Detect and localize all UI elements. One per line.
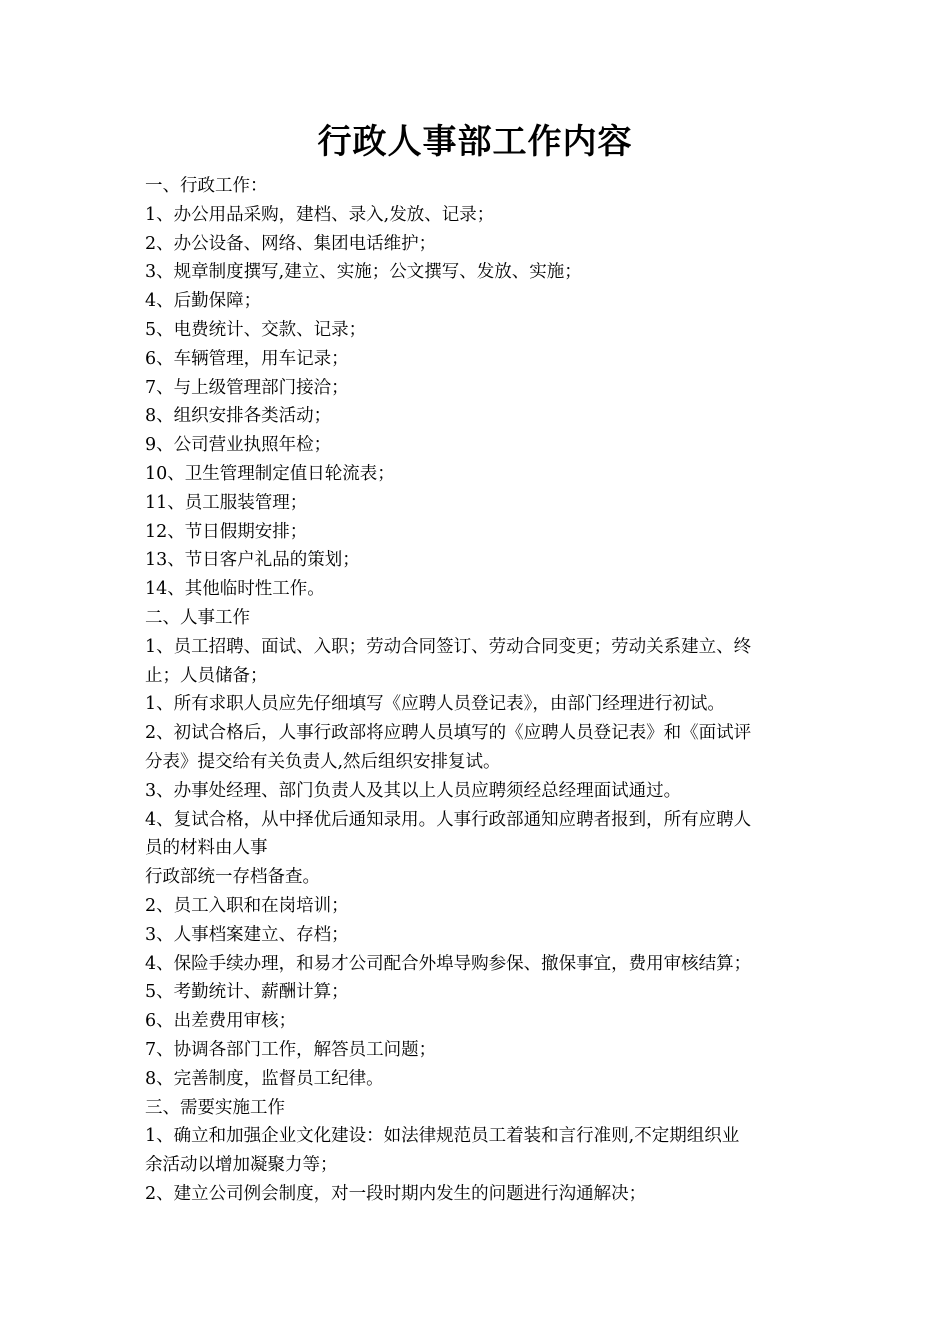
list-item: 3、人事档案建立、存档； <box>145 924 349 945</box>
list-item: 1、确立和加强企业文化建设：如法律规范员工着装和言行准则,不定期组织业 <box>145 1126 740 1147</box>
list-item: 1、办公用品采购，建档、录入,发放、记录； <box>145 204 495 225</box>
list-item: 10、卫生管理制定值日轮流表； <box>145 463 395 484</box>
list-item: 14、其他临时性工作。 <box>145 579 325 600</box>
list-item-continuation: 止；人员储备； <box>145 665 268 686</box>
list-item: 4、后勤保障； <box>145 291 262 312</box>
list-item: 4、复试合格，从中择优后通知录用。人事行政部通知应聘者报到，所有应聘人 <box>145 809 752 830</box>
list-item: 7、与上级管理部门接洽； <box>145 377 349 398</box>
list-item: 11、员工服装管理； <box>145 492 308 513</box>
list-item: 2、初试合格后，人事行政部将应聘人员填写的《应聘人员登记表》和《面试评 <box>145 723 752 744</box>
document-body <box>145 172 809 1209</box>
list-item: 13、节日客户礼品的策划； <box>145 550 360 571</box>
list-item: 3、规章制度撰写,建立、实施；公文撰写、发放、实施； <box>145 262 582 283</box>
list-item-continuation: 分表》提交给有关负责人,然后组织安排复试。 <box>145 751 501 772</box>
list-item: 1、所有求职人员应先仔细填写《应聘人员登记表》，由部门经理进行初试。 <box>145 694 725 715</box>
list-item: 2、建立公司例会制度，对一段时期内发生的问题进行沟通解决； <box>145 1183 647 1204</box>
list-item-continuation: 员的材料由人事 <box>145 838 268 859</box>
section-heading-hr: 二、人事工作 <box>145 607 250 628</box>
list-item-continuation: 行政部统一存档备查。 <box>145 867 320 888</box>
list-item: 5、电费统计、交款、记录； <box>145 319 367 340</box>
list-item: 12、节日假期安排； <box>145 521 308 542</box>
document-title: 行政人事部工作内容 <box>317 122 633 162</box>
list-item: 9、公司营业执照年检； <box>145 435 332 456</box>
list-item: 8、组织安排各类活动； <box>145 406 332 427</box>
list-item: 2、员工入职和在岗培训； <box>145 895 349 916</box>
list-item: 8、完善制度，监督员工纪律。 <box>145 1068 384 1089</box>
list-item: 6、出差费用审核； <box>145 1011 297 1032</box>
list-item: 5、考勤统计、薪酬计算； <box>145 982 349 1003</box>
list-item: 2、办公设备、网络、集团电话维护； <box>145 233 437 254</box>
list-item: 7、协调各部门工作，解答员工问题； <box>145 1039 437 1060</box>
list-item: 3、办事处经理、部门负责人及其以上人员应聘须经总经理面试通过。 <box>145 780 682 801</box>
list-item: 4、保险手续办理，和易才公司配合外埠导购参保、撤保事宜，费用审核结算； <box>145 953 752 974</box>
list-item: 1、员工招聘、面试、入职；劳动合同签订、劳动合同变更；劳动关系建立、终 <box>145 636 752 657</box>
list-item: 6、车辆管理，用车记录； <box>145 348 349 369</box>
section-heading-implementation: 三、需要实施工作 <box>145 1097 285 1118</box>
list-item-continuation: 余活动以增加凝聚力等； <box>145 1155 338 1176</box>
section-heading-admin: 一、行政工作： <box>145 176 268 196</box>
